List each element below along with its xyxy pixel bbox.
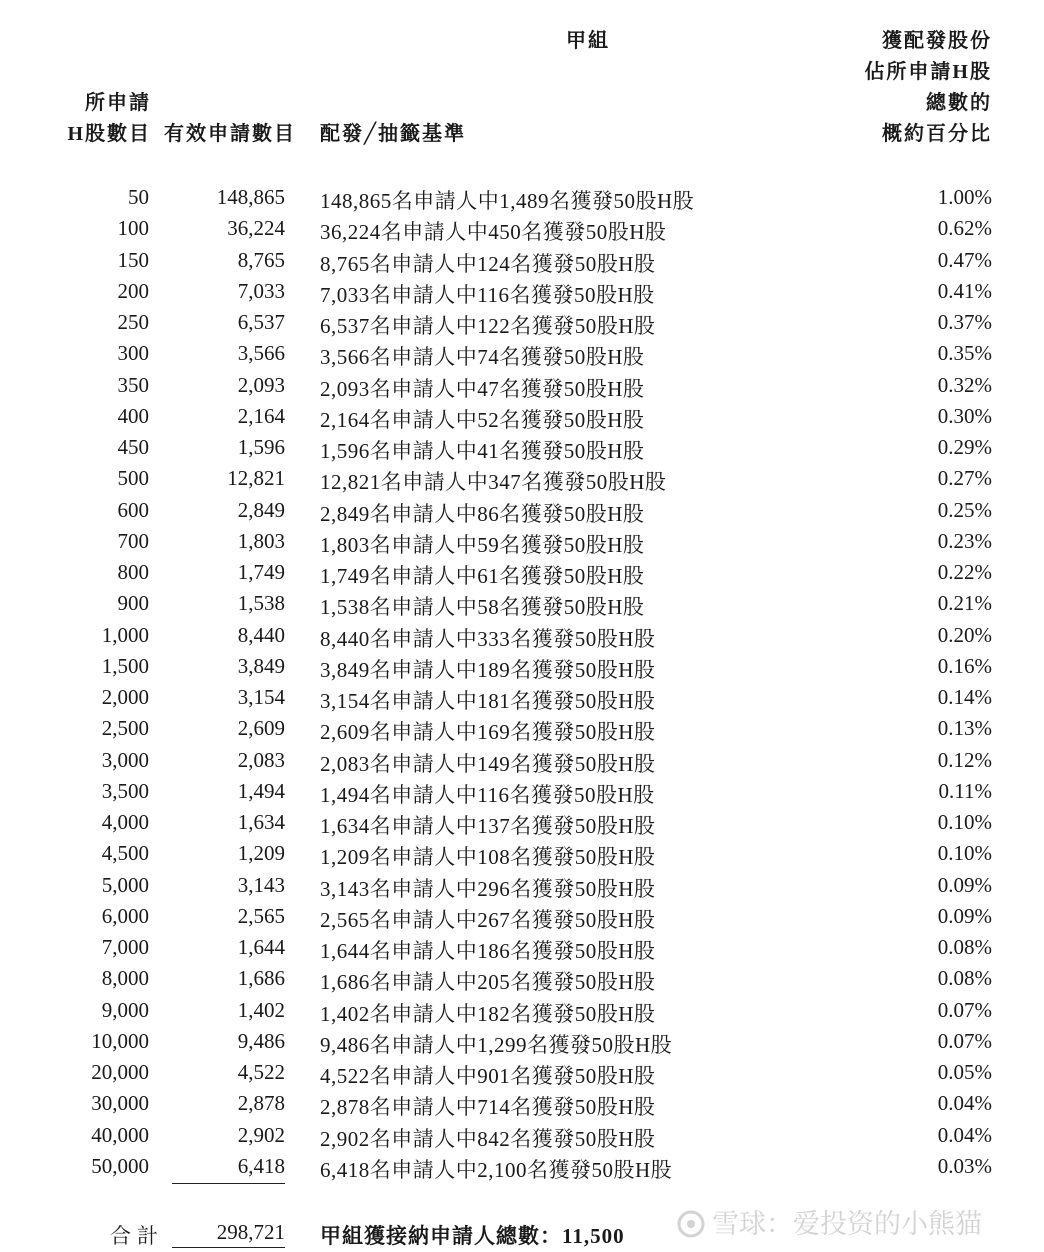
allotment-basis-cell: 1,686名申請人中205名獲發50股H股 [320,970,656,995]
shares-applied-cell: 3,000 [101,747,149,772]
valid-applications-cell: 6,537 [237,310,285,334]
allotment-basis-cell: 1,644名申請人中186名獲發50股H股 [320,939,656,963]
table-row [0,683,1044,714]
valid-applications-cell: 2,849 [237,497,285,522]
valid-applications-cell: 2,083 [237,747,285,772]
valid-applications-cell: 2,565 [237,903,285,928]
valid-applications-cell: 12,821 [227,466,285,491]
allotment-basis-cell: 1,209名申請人中108名獲發50股H股 [320,845,656,870]
valid-applications-cell: 2,164 [237,403,285,428]
shares-applied-cell: 2,000 [101,685,149,709]
table-row [0,464,1044,495]
percentage-cell: 0.09% [937,872,992,897]
allotment-basis-cell: 1,634名申請人中137名獲發50股H股 [320,814,656,838]
shares-applied-cell: 700 [117,528,149,553]
valid-applications-cell: 2,093 [237,372,285,397]
allotment-basis-cell: 1,402名申請人中182名獲發50股H股 [320,1001,656,1026]
shares-applied-cell: 800 [117,560,149,584]
percentage-cell: 0.22% [937,560,992,584]
shares-applied-cell: 30,000 [91,1091,149,1116]
percentage-cell: 0.25% [937,497,992,522]
percentage-cell: 0.08% [937,935,992,959]
allotment-basis-cell: 8,765名申請人中124名獲發50股H股 [320,251,656,276]
percentage-cell: 0.16% [937,653,992,678]
snowball-logo-icon [676,1209,706,1239]
total-label: 合計 [110,1224,164,1248]
table-row [0,839,1044,870]
shares-applied-cell: 150 [117,247,149,272]
valid-applications-cell: 1,803 [237,528,285,553]
shares-applied-cell: 6,000 [101,903,149,928]
valid-applications-cell: 1,538 [237,591,285,616]
percentage-cell: 0.21% [937,591,992,616]
shares-applied-cell: 7,000 [101,935,149,959]
percentage-cell: 0.47% [937,247,992,272]
table-row [0,808,1044,839]
valid-applications-cell: 2,609 [237,716,285,741]
allotment-basis-cell: 6,418名申請人中2,100名獲發50股H股 [320,1157,673,1182]
table-row [0,246,1044,277]
valid-applications-cell: 8,765 [237,247,285,272]
shares-applied-cell: 1,500 [101,653,149,678]
shares-applied-cell: 50 [128,185,149,209]
percentage-cell: 1.00% [937,185,992,209]
allotment-basis-cell: 36,224名申請人中450名獲發50股H股 [320,220,667,245]
valid-applications-cell: 6,418 [237,1153,285,1178]
allotment-basis-cell: 3,154名申請人中181名獲發50股H股 [320,689,656,713]
valid-applications-cell: 3,154 [237,685,285,709]
percentage-cell: 0.37% [937,310,992,334]
allotment-basis-cell: 7,033名申請人中116名獲發50股H股 [320,282,655,307]
shares-applied-cell: 9,000 [101,997,149,1022]
allotment-basis-cell: 2,902名申請人中842名獲發50股H股 [320,1126,656,1151]
allotment-basis-cell: 1,494名申請人中116名獲發50股H股 [320,782,655,807]
allotment-basis-cell: 2,878名申請人中714名獲發50股H股 [320,1095,656,1120]
percentage-cell: 0.29% [937,435,992,459]
table-row [0,496,1044,527]
percentage-cell: 0.04% [937,1091,992,1116]
percentage-cell: 0.20% [937,622,992,647]
allotment-basis-cell: 1,538名申請人中58名獲發50股H股 [320,595,645,620]
watermark [676,1202,982,1241]
total-valid-applications: 298,721 [216,1220,285,1244]
valid-applications-cell: 1,749 [237,560,285,584]
allotment-basis-cell: 2,565名申請人中267名獲發50股H股 [320,907,656,932]
shares-applied-cell: 5,000 [101,872,149,897]
valid-applications-cell: 148,865 [216,185,285,209]
table-row [0,527,1044,558]
shares-applied-cell: 4,500 [101,841,149,866]
table-row [0,996,1044,1027]
shares-applied-cell: 500 [117,466,149,491]
sum-rule-top [172,1183,285,1184]
percentage-cell: 0.12% [937,747,992,772]
table-row [0,964,1044,995]
shares-applied-cell: 350 [117,372,149,397]
shares-applied-cell: 400 [117,403,149,428]
table-row [0,1027,1044,1058]
header-valid-applications: 有效申請數目 [164,123,296,145]
allotment-basis-cell: 2,164名申請人中52名獲發50股H股 [320,407,645,432]
table-row [0,183,1044,214]
table-row [0,1152,1044,1183]
allotment-basis-cell: 3,143名申請人中296名獲發50股H股 [320,876,656,901]
allotment-basis-cell: 1,749名申請人中61名獲發50股H股 [320,564,645,588]
header-shares-applied: 所申請 H股數目 [67,92,151,145]
shares-applied-cell: 20,000 [91,1060,149,1084]
table-row [0,371,1044,402]
valid-applications-cell: 1,209 [237,841,285,866]
allotment-basis-cell: 1,596名申請人中41名獲發50股H股 [320,439,645,463]
valid-applications-cell: 8,440 [237,622,285,647]
percentage-cell: 0.30% [937,403,992,428]
shares-applied-cell: 4,000 [101,810,149,834]
shares-applied-cell: 250 [117,310,149,334]
percentage-cell: 0.09% [937,903,992,928]
valid-applications-cell: 1,494 [237,778,285,803]
allotment-basis-cell: 6,537名申請人中122名獲發50股H股 [320,314,656,338]
percentage-cell: 0.27% [937,466,992,491]
allotment-basis-cell: 3,566名申請人中74名獲發50股H股 [320,345,645,370]
table-row [0,1058,1044,1089]
table-row [0,1089,1044,1120]
percentage-cell: 0.14% [937,685,992,709]
table-row [0,777,1044,808]
table-row [0,214,1044,245]
percentage-cell: 0.10% [937,841,992,866]
allotment-basis-cell: 1,803名申請人中59名獲發50股H股 [320,532,645,557]
table-row [0,589,1044,620]
allotment-basis-cell: 2,093名申請人中47名獲發50股H股 [320,376,645,401]
shares-applied-cell: 200 [117,278,149,303]
valid-applications-cell: 2,878 [237,1091,285,1116]
total-successful-applicants: 甲組獲接納申請人總數：11,500 [320,1224,625,1248]
shares-applied-cell: 1,000 [101,622,149,647]
percentage-cell: 0.04% [937,1122,992,1147]
shares-applied-cell: 2,500 [101,716,149,741]
shares-applied-cell: 40,000 [91,1122,149,1147]
table-row [0,714,1044,745]
percentage-cell: 0.11% [938,778,992,803]
shares-applied-cell: 3,500 [101,778,149,803]
allotment-basis-cell: 2,083名申請人中149名獲發50股H股 [320,751,656,776]
table-row [0,933,1044,964]
allotment-basis-cell: 148,865名申請人中1,489名獲發50股H股 [320,189,695,213]
sum-rule-bottom [172,1247,285,1248]
valid-applications-cell: 4,522 [237,1060,285,1084]
percentage-cell: 0.32% [937,372,992,397]
shares-applied-cell: 8,000 [101,966,149,991]
table-row [0,902,1044,933]
table-row [0,339,1044,370]
table-row [0,308,1044,339]
shares-applied-cell: 50,000 [91,1153,149,1178]
percentage-cell: 0.05% [937,1060,992,1084]
allotment-basis-cell: 12,821名申請人中347名獲發50股H股 [320,470,667,495]
allotment-basis-cell: 8,440名申請人中333名獲發50股H股 [320,626,656,651]
percentage-cell: 0.10% [937,810,992,834]
table-row [0,277,1044,308]
valid-applications-cell: 3,849 [237,653,285,678]
valid-applications-cell: 7,033 [237,278,285,303]
percentage-cell: 0.41% [937,278,992,303]
allotment-basis-cell: 9,486名申請人中1,299名獲發50股H股 [320,1032,673,1057]
table-row [0,746,1044,777]
percentage-cell: 0.08% [937,966,992,991]
valid-applications-cell: 2,902 [237,1122,285,1147]
percentage-cell: 0.13% [937,716,992,741]
allotment-table [0,183,1044,1183]
watermark-text: 雪球：爱投资的小熊猫 [712,1209,982,1240]
header-percentage: 獲配發股份 佔所申請H股 總數的 概約百分比 [864,30,992,145]
table-row [0,1121,1044,1152]
percentage-cell: 0.03% [937,1153,992,1178]
table-row [0,621,1044,652]
shares-applied-cell: 300 [117,341,149,366]
percentage-cell: 0.23% [937,528,992,553]
group-title: 甲組 [566,30,610,52]
valid-applications-cell: 1,686 [237,966,285,991]
allotment-basis-cell: 2,609名申請人中169名獲發50股H股 [320,720,656,745]
valid-applications-cell: 36,224 [227,216,285,241]
shares-applied-cell: 10,000 [91,1028,149,1053]
valid-applications-cell: 1,596 [237,435,285,459]
percentage-cell: 0.07% [937,1028,992,1053]
table-row [0,402,1044,433]
allotment-basis-cell: 2,849名申請人中86名獲發50股H股 [320,501,645,526]
table-row [0,433,1044,464]
valid-applications-cell: 1,634 [237,810,285,834]
valid-applications-cell: 1,402 [237,997,285,1022]
shares-applied-cell: 900 [117,591,149,616]
shares-applied-cell: 450 [117,435,149,459]
shares-applied-cell: 100 [117,216,149,241]
percentage-cell: 0.35% [937,341,992,366]
valid-applications-cell: 3,566 [237,341,285,366]
table-row [0,871,1044,902]
table-row [0,558,1044,589]
allotment-basis-cell: 3,849名申請人中189名獲發50股H股 [320,657,656,682]
header-allotment-basis: 配發╱抽籤基準 [320,123,467,145]
valid-applications-cell: 1,644 [237,935,285,959]
valid-applications-cell: 9,486 [237,1028,285,1053]
table-row [0,652,1044,683]
percentage-cell: 0.62% [937,216,992,241]
percentage-cell: 0.07% [937,997,992,1022]
allotment-basis-cell: 4,522名申請人中901名獲發50股H股 [320,1064,656,1088]
shares-applied-cell: 600 [117,497,149,522]
valid-applications-cell: 3,143 [237,872,285,897]
